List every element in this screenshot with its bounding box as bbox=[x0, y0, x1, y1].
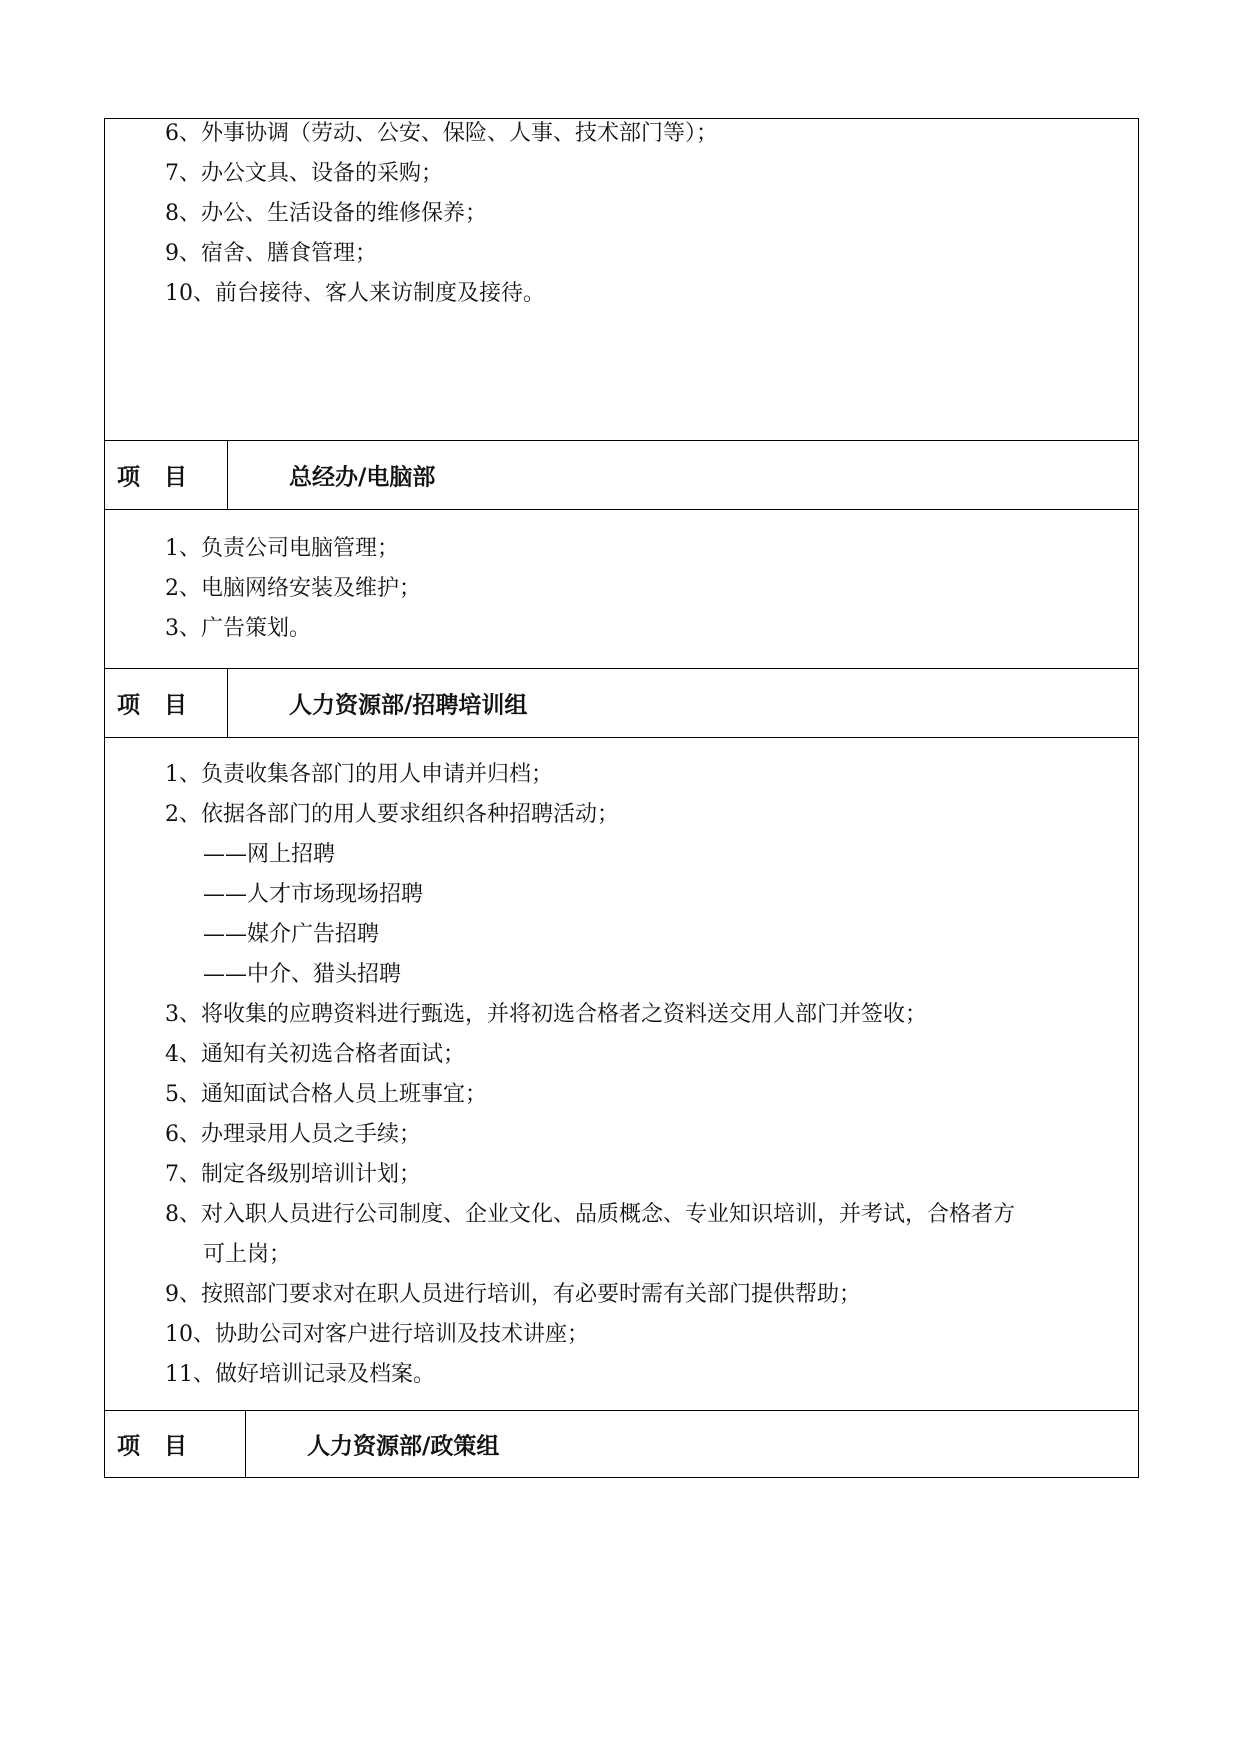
list-item: 2、依据各部门的用人要求组织各种招聘活动； bbox=[165, 802, 619, 827]
list-item: 11、做好培训记录及档案。 bbox=[165, 1362, 435, 1387]
list-item: 10、协助公司对客户进行培训及技术讲座； bbox=[165, 1322, 589, 1347]
section-header-it bbox=[105, 441, 1138, 510]
header-label: 项 目 bbox=[117, 692, 187, 719]
list-item: ——网上招聘 bbox=[203, 842, 336, 867]
list-item: 8、办公、生活设备的维修保养； bbox=[165, 201, 487, 226]
list-item: 4、通知有关初选合格者面试； bbox=[165, 1042, 465, 1067]
list-item: 1、负责公司电脑管理； bbox=[165, 536, 399, 561]
section-title: 总经办/电脑部 bbox=[289, 464, 436, 491]
list-item: 9、按照部门要求对在职人员进行培训，有必要时需有关部门提供帮助； bbox=[165, 1282, 861, 1307]
section-title: 人力资源部/政策组 bbox=[307, 1433, 500, 1460]
section-title: 人力资源部/招聘培训组 bbox=[289, 692, 528, 719]
list-item: 3、将收集的应聘资料进行甄选，并将初选合格者之资料送交用人部门并签收； bbox=[165, 1002, 927, 1027]
section-header-recruitment bbox=[105, 669, 1138, 738]
list-item: ——人才市场现场招聘 bbox=[203, 882, 424, 907]
recruitment-duties-block bbox=[105, 738, 1138, 1411]
header-divider bbox=[245, 1411, 246, 1477]
list-item: 10、前台接待、客人来访制度及接待。 bbox=[165, 281, 545, 306]
admin-duties-block bbox=[105, 119, 1138, 441]
list-item: 2、电脑网络安装及维护； bbox=[165, 576, 421, 601]
section-header-policy bbox=[105, 1411, 1138, 1477]
list-item: 9、宿舍、膳食管理； bbox=[165, 241, 377, 266]
header-divider bbox=[227, 441, 228, 509]
list-item: ——中介、猎头招聘 bbox=[203, 962, 402, 987]
list-item: 8、对入职人员进行公司制度、企业文化、品质概念、专业知识培训，并考试，合格者方 bbox=[165, 1202, 1015, 1227]
list-item: 7、办公文具、设备的采购； bbox=[165, 161, 443, 186]
list-item: 5、通知面试合格人员上班事宜； bbox=[165, 1082, 487, 1107]
list-item: 1、负责收集各部门的用人申请并归档； bbox=[165, 762, 553, 787]
header-label: 项 目 bbox=[117, 464, 187, 491]
it-duties-block bbox=[105, 510, 1138, 669]
list-item: 6、办理录用人员之手续； bbox=[165, 1122, 421, 1147]
list-item: 6、外事协调（劳动、公安、保险、人事、技术部门等）； bbox=[165, 121, 718, 146]
list-item: 可上岗； bbox=[203, 1242, 292, 1267]
responsibility-table bbox=[104, 118, 1139, 1478]
header-label: 项 目 bbox=[117, 1433, 187, 1460]
list-item: 3、广告策划。 bbox=[165, 616, 311, 641]
header-divider bbox=[227, 669, 228, 737]
list-item: 7、制定各级别培训计划； bbox=[165, 1162, 421, 1187]
list-item: ——媒介广告招聘 bbox=[203, 922, 380, 947]
